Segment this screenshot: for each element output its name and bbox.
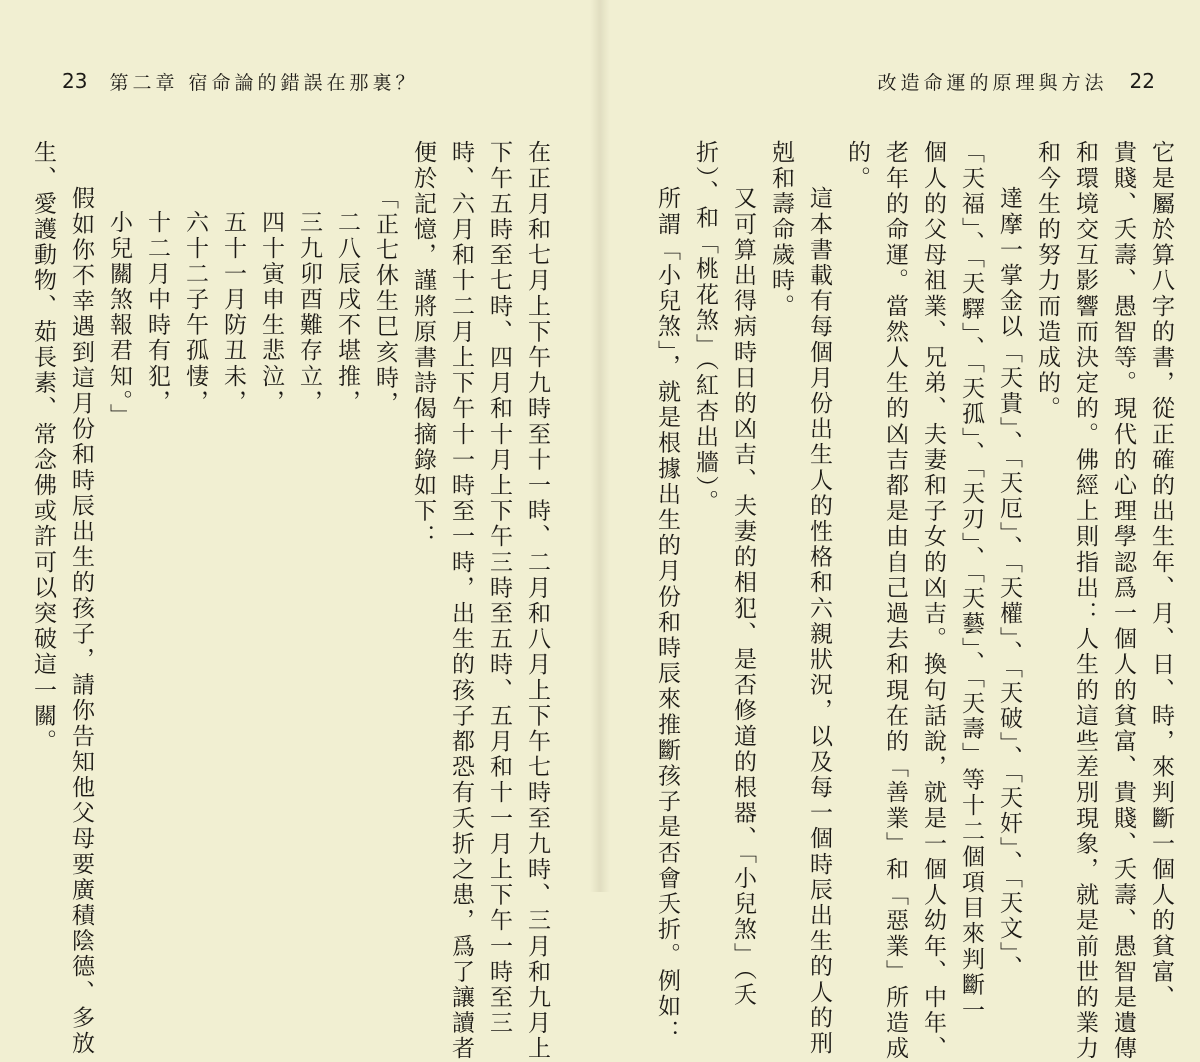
text-column: 和今生的努力而造成的。 — [1034, 140, 1060, 422]
poem-line: 十二月中時有犯， — [144, 210, 170, 415]
right-page-body — [648, 140, 1180, 1062]
left-page-header — [62, 66, 419, 96]
text-column: 這本書載有每個月份出生人的性格和六親狀況，以及每一個時辰出生的人的刑 — [806, 186, 832, 1057]
poem-line: 二八辰戌不堪推， — [334, 210, 360, 415]
text-column: 生、愛護動物、茹長素、常念佛或許可以突破這一關。 — [30, 140, 56, 755]
right-page-header — [878, 66, 1155, 96]
text-column: 個人的父母祖業、兄弟、夫妻和子女的凶吉。換句話說，就是一個人幼年、中年、 — [920, 140, 946, 1062]
text-column: 達摩一掌金以「天貴」、「天厄」、「天權」、「天破」、「天奸」、「天文」、 — [996, 186, 1022, 982]
poem-line: 五十一月防丑未， — [220, 210, 246, 415]
text-column: 在正月和七月上下午九時至十一時、二月和八月上下午七時至九時、三月和九月上 — [524, 140, 550, 1062]
text-column: 時、六月和十二月上下午十一時至一時，出生的孩子都恐有夭折之患，爲了讓讀者 — [448, 140, 474, 1062]
text-column: 下午五時至七時、四月和十月上下午三時至五時、五月和十一月上下午一時至三 — [486, 140, 512, 1036]
text-column: 所謂「小兒煞」，就是根據出生的月份和時辰來推斷孩子是否會夭折。例如： — [654, 186, 680, 1045]
poem-line: 三九卯酉難存立， — [296, 210, 322, 415]
text-column: 折）、和「桃花煞」（紅杏出牆）。 — [692, 140, 718, 516]
running-title: 第二章 宿命論的錯誤在那裏？ — [109, 71, 419, 94]
page-number: 22 — [1129, 69, 1155, 93]
left-page-body — [24, 140, 556, 1062]
text-column: 便於記憶，謹將原書詩偈摘錄如下： — [410, 140, 436, 550]
text-column: 假如你不幸遇到這月份和時辰出生的孩子，請你告知他父母要廣積陰德、多放 — [68, 186, 94, 1057]
text-column: 「天福」、「天驛」、「天孤」、「天刃」、「天藝」、「天壽」等十二個項目來判斷一 — [958, 140, 984, 1024]
page-number: 23 — [62, 69, 88, 93]
text-column: 的。 — [844, 140, 870, 192]
poem-line: 小兒關煞報君知。」 — [106, 210, 132, 429]
poem-line: 六十二子午孤悽， — [182, 210, 208, 415]
text-column: 貴賤、夭壽、愚智等。現代的心理學認爲一個人的貧富、貴賤、夭壽、愚智是遺傳 — [1110, 140, 1136, 1062]
poem-line: 「正七休生巳亥時， — [372, 186, 398, 417]
running-title: 改造命運的原理與方法 — [877, 71, 1108, 94]
text-column: 它是屬於算八字的書，從正確的出生年、月、日、時，來判斷一個人的貧富、 — [1148, 140, 1174, 1011]
poem-line: 四十寅申生悲泣， — [258, 210, 284, 415]
text-column: 又可算出得病時日的凶吉、夫妻的相犯、是否修道的根器、「小兒煞」（夭 — [730, 186, 756, 1008]
text-column: 剋和壽命歲時。 — [768, 140, 794, 320]
text-column: 和環境交互影響而決定的。佛經上則指出：人生的這些差別現象，就是前世的業力 — [1072, 140, 1098, 1062]
text-column: 老年的命運。當然人生的凶吉都是由自己過去和現在的「善業」和「惡業」所造成 — [882, 140, 908, 1062]
right-page — [600, 0, 1200, 1062]
